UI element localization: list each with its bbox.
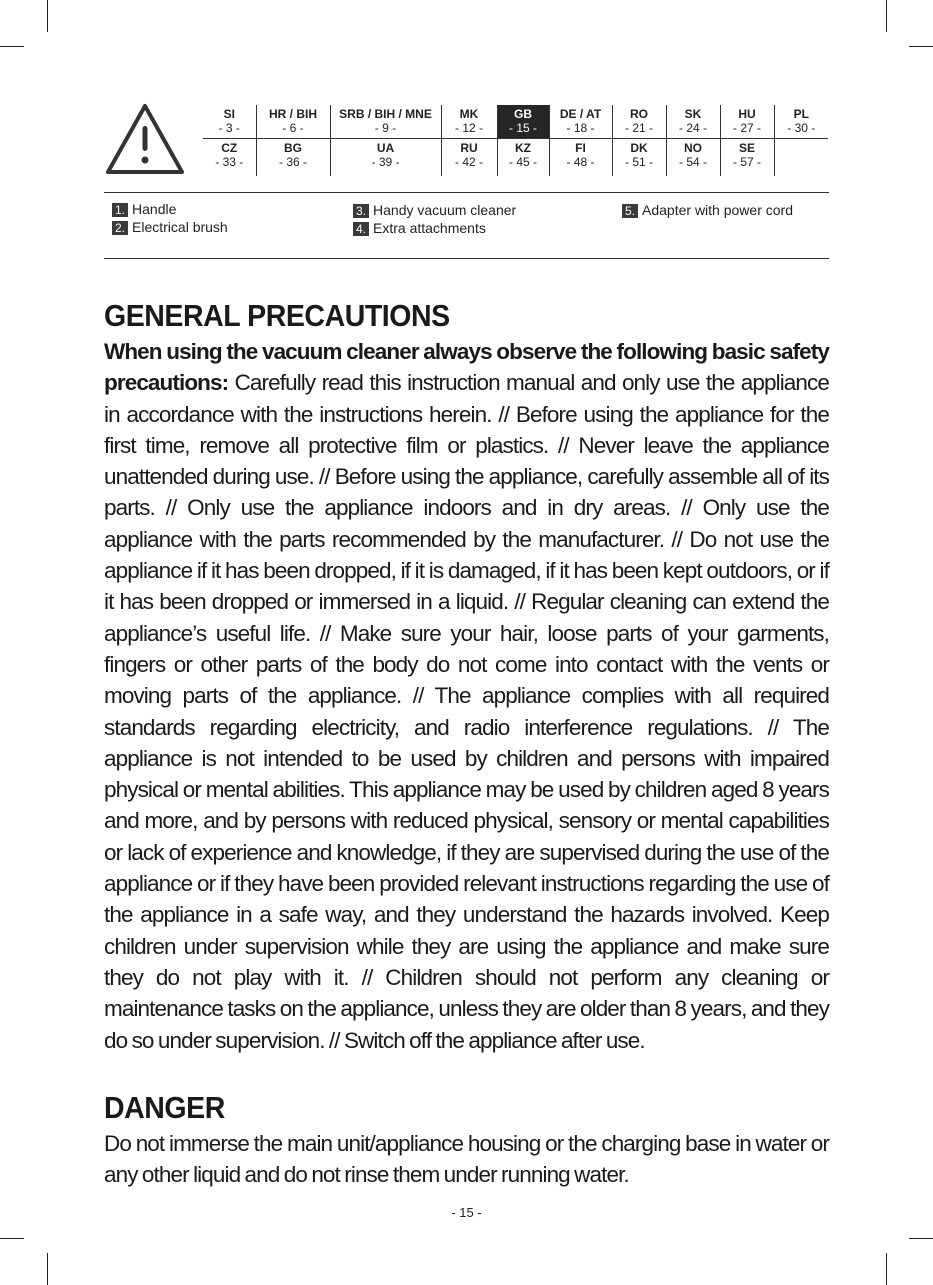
content: [104, 296, 829, 1190]
part-number: 1.: [112, 203, 128, 217]
crop-mark: [0, 1238, 24, 1239]
part-item: [112, 201, 176, 217]
lang-cell-ru: RU - 42 -: [441, 139, 497, 177]
lang-cell-ro: RO - 21 -: [612, 105, 666, 139]
part-label: Handy vacuum cleaner: [373, 202, 517, 218]
crop-mark: [0, 46, 24, 47]
crop-mark: [47, 1253, 48, 1285]
lang-cell-cz: CZ - 33 -: [215, 141, 244, 169]
part-number: 3.: [353, 204, 369, 218]
lang-cell-de-at: DE / AT - 18 -: [549, 105, 612, 139]
lang-cell-si: SI - 3 -: [203, 105, 256, 139]
lang-cell-mk: MK - 12 -: [441, 105, 497, 139]
part-label: Extra attachments: [373, 220, 486, 236]
part-item: [353, 220, 486, 236]
warning-triangle-icon: [104, 102, 186, 176]
body-text: Carefully read this instruction manual and only use the appliance in accordance with the instructions herein. // Before using the appliance for the first time, remove all protective film or plastics. // Never leave the appliance unattended during use. // Before using the appliance, carefully assemble all of its parts. // Only use the appliance indoors and in dry areas. // Only use the appliance with the parts recommended by the manufacturer. // Do not use the appliance if it has been dropped, if it is damaged, if it has been kept outdoors, or if it has been dropped or immersed in a liquid. // Regular cleaning can extend the appliance’s useful life. // Make sure your hair, loose parts of your garments, fingers or other parts of the body do not come into contact with the vents or moving parts of the appliance. // The appliance complies with all required standards regarding electricity, and radio interference regulations. // The appliance is not intended to be used by children and persons with impaired physical or mental abilities. This appliance may be used by children aged 8 years and more, and by persons with reduced physical, sensory or mental capabilities or lack of experience and knowledge, if they are supervised during the use of the appliance or if they have been provided relevant instructions regarding the use of the appliance in a safe way, and they understand the hazards involved. Keep children under supervision while they are using the appliance and make sure they do not play with it. // Children should not perform any cleaning or maintenance tasks on the appliance, unless they are older than 8 years, and they do so under supervision. // Switch off the appliance after use.: [104, 370, 829, 1053]
lang-cell-bg: BG - 36 -: [256, 139, 330, 177]
lang-cell-srb-bih-mne: SRB / BIH / MNE - 9 -: [330, 105, 441, 139]
lang-cell-pl: PL - 30 -: [774, 105, 828, 139]
lang-cell-kz: KZ - 45 -: [497, 139, 549, 177]
lang-cell-hr-bih: HR / BIH - 6 -: [256, 105, 330, 139]
divider: [104, 192, 829, 193]
lang-cell-no: NO - 54 -: [666, 139, 720, 177]
danger-text: Do not immerse the main unit/appliance housing or the charging base in water or any other liquid and do not rinse them under running water.: [104, 1130, 829, 1188]
part-number: 5.: [622, 204, 638, 218]
part-label: Electrical brush: [132, 219, 228, 235]
lang-cell-gb-active: GB - 15 -: [497, 105, 549, 139]
part-number: 2.: [112, 221, 128, 235]
general-precautions-text: [104, 336, 829, 1056]
lead-text: When using the vacuum cleaner always observe the following basic safety precautions:: [104, 339, 829, 396]
crop-mark: [886, 1253, 887, 1285]
part-label: Adapter with power cord: [642, 202, 793, 218]
language-index-table: [203, 105, 828, 176]
divider: [104, 258, 829, 259]
lang-cell-hu: HU - 27 -: [720, 105, 774, 139]
crop-mark: [909, 1238, 933, 1239]
part-item: [622, 202, 793, 218]
part-item: [112, 219, 228, 235]
danger-title: DANGER: [104, 1089, 225, 1125]
lang-cell-sk: SK - 24 -: [666, 105, 720, 139]
crop-mark: [47, 0, 48, 32]
lang-cell-empty: [774, 139, 828, 177]
page-number: - 15 -: [451, 1205, 482, 1220]
lang-cell-ua: UA - 39 -: [330, 139, 441, 177]
part-item: [353, 202, 516, 218]
general-precautions-title: GENERAL PRECAUTIONS: [104, 298, 450, 333]
part-label: Handle: [132, 201, 177, 217]
lang-cell-fi: FI - 48 -: [549, 139, 612, 177]
lang-cell-se: SE - 57 -: [720, 139, 774, 177]
lang-cell-dk: DK - 51 -: [612, 139, 666, 177]
part-number: 4.: [353, 222, 369, 236]
crop-mark: [909, 46, 933, 47]
crop-mark: [886, 0, 887, 32]
